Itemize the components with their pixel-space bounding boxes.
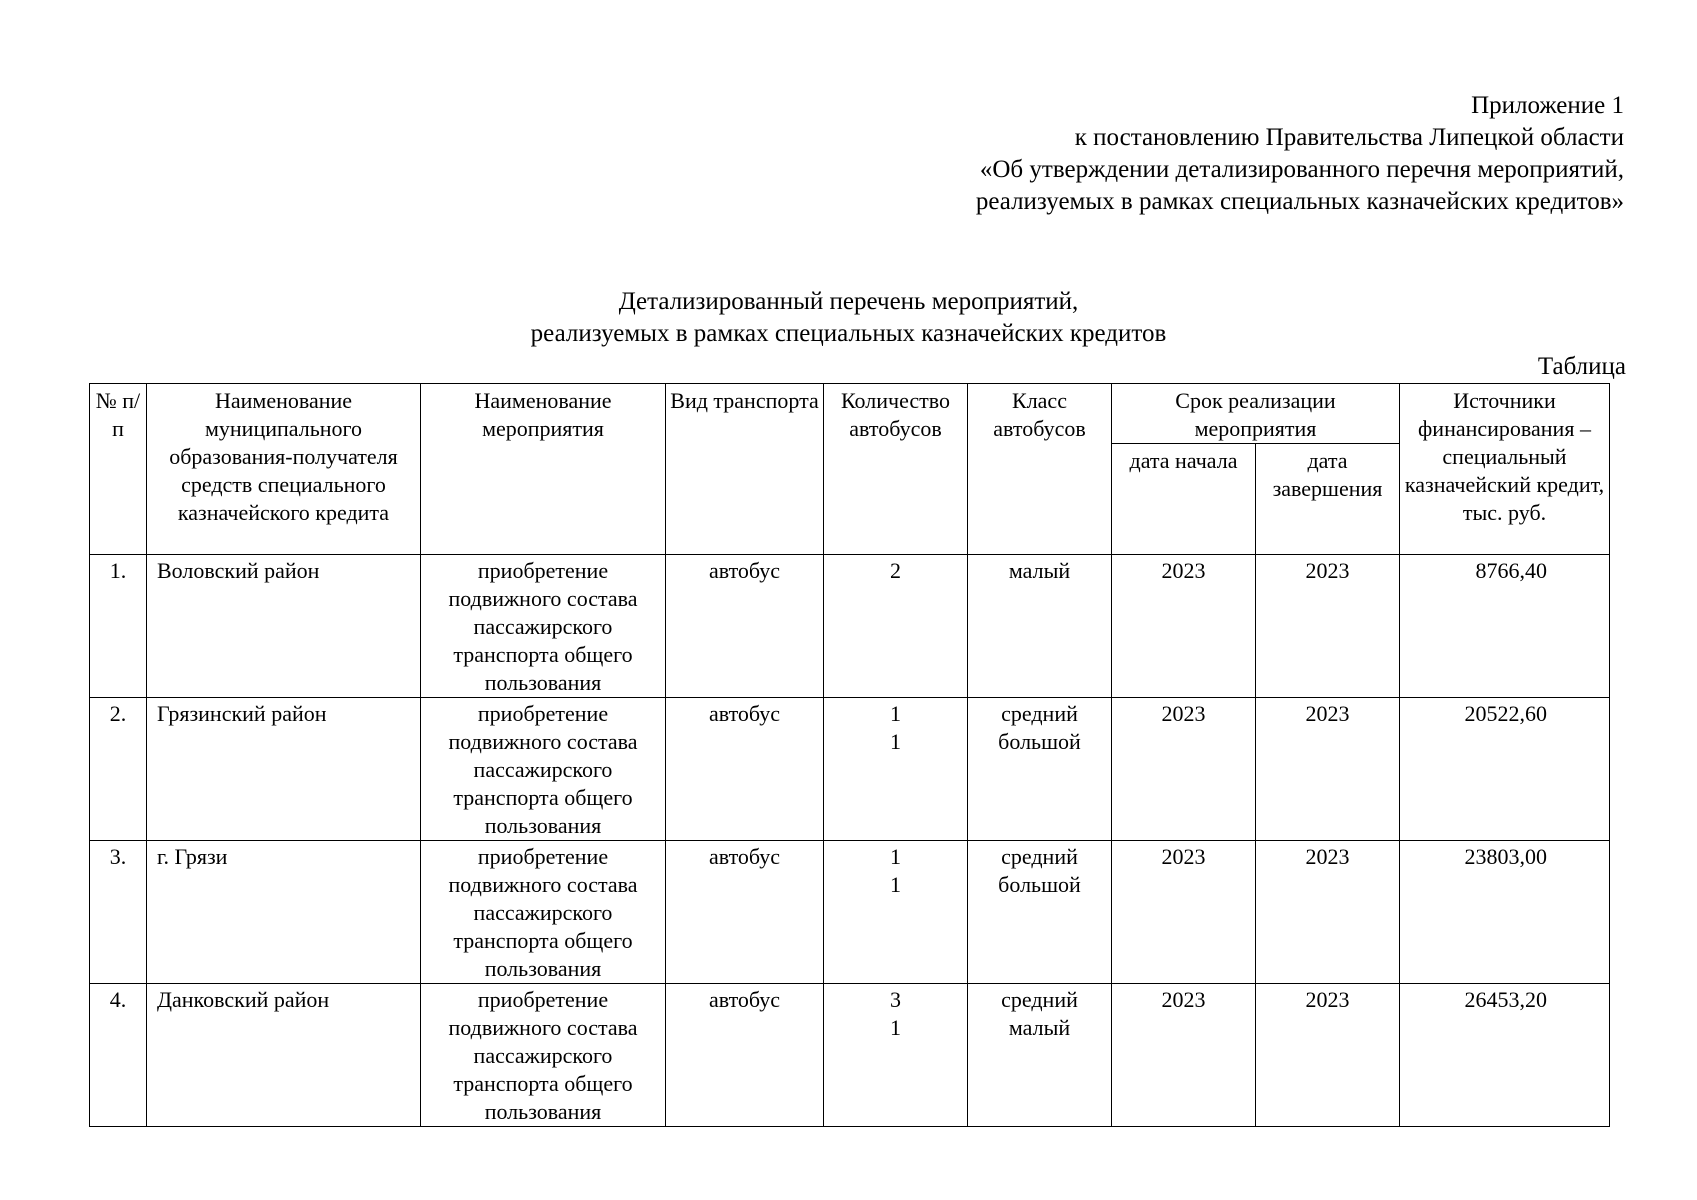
cell-end-date: 2023 xyxy=(1256,841,1400,984)
cell-transport: автобус xyxy=(666,698,824,841)
header-num: № п/п xyxy=(90,384,147,555)
cell-num: 1. xyxy=(90,555,147,698)
table-row xyxy=(90,698,1610,841)
appendix-header xyxy=(976,90,1624,218)
appendix-line-4: реализуемых в рамках специальных казначейских кредитов» xyxy=(975,188,1624,215)
cell-start-date: 2023 xyxy=(1112,698,1256,841)
document-title xyxy=(0,286,1697,350)
header-municipality: Наименование муниципального образования-получателя средств специального казначейского кредита xyxy=(147,384,421,555)
table-row xyxy=(90,555,1610,698)
header-end-date: дата завершения xyxy=(1256,444,1400,555)
header-transport: Вид транспорта xyxy=(666,384,824,555)
table-row xyxy=(90,984,1610,1127)
appendix-line-1: Приложение 1 xyxy=(1471,92,1624,119)
header-source: Источники финансирования – специальный казначейский кредит, тыс. руб. xyxy=(1400,384,1610,555)
cell-municipality: Воловский район xyxy=(147,555,421,698)
cell-start-date: 2023 xyxy=(1112,555,1256,698)
header-bus-count: Количество автобусов xyxy=(824,384,968,555)
cell-municipality: Данковский район xyxy=(147,984,421,1127)
document-title-line-2: реализуемых в рамках специальных казначейских кредитов xyxy=(530,320,1167,347)
cell-bus-count: 2 xyxy=(824,555,968,698)
cell-bus-class: средний большой xyxy=(968,698,1112,841)
cell-bus-class: средний большой xyxy=(968,841,1112,984)
cell-municipality: Грязинский район xyxy=(147,698,421,841)
cell-bus-count: 1 1 xyxy=(824,698,968,841)
header-bus-class: Класс автобусов xyxy=(968,384,1112,555)
cell-num: 2. xyxy=(90,698,147,841)
cell-amount: 8766,40 xyxy=(1400,555,1610,698)
cell-measure: приобретение подвижного состава пассажирского транспорта общего пользования xyxy=(421,555,666,698)
cell-amount: 23803,00 xyxy=(1400,841,1610,984)
appendix-line-2: к постановлению Правительства Липецкой области xyxy=(1074,124,1624,151)
cell-transport: автобус xyxy=(666,555,824,698)
header-start-date: дата начала xyxy=(1112,444,1256,555)
header-measure: Наименование мероприятия xyxy=(421,384,666,555)
cell-municipality: г. Грязи xyxy=(147,841,421,984)
cell-measure: приобретение подвижного состава пассажирского транспорта общего пользования xyxy=(421,841,666,984)
document-title-line-1: Детализированный перечень мероприятий, xyxy=(618,288,1079,315)
cell-amount: 20522,60 xyxy=(1400,698,1610,841)
cell-bus-class: малый xyxy=(968,555,1112,698)
cell-bus-class: средний малый xyxy=(968,984,1112,1127)
table-label: Таблица xyxy=(1537,353,1626,380)
cell-num: 4. xyxy=(90,984,147,1127)
cell-measure: приобретение подвижного состава пассажирского транспорта общего пользования xyxy=(421,984,666,1127)
cell-end-date: 2023 xyxy=(1256,698,1400,841)
cell-bus-count: 1 1 xyxy=(824,841,968,984)
cell-num: 3. xyxy=(90,841,147,984)
table-row xyxy=(90,841,1610,984)
cell-amount: 26453,20 xyxy=(1400,984,1610,1127)
cell-transport: автобус xyxy=(666,984,824,1127)
cell-measure: приобретение подвижного состава пассажирского транспорта общего пользования xyxy=(421,698,666,841)
cell-transport: автобус xyxy=(666,841,824,984)
cell-start-date: 2023 xyxy=(1112,984,1256,1127)
cell-end-date: 2023 xyxy=(1256,984,1400,1127)
measures-table xyxy=(89,383,1610,1127)
cell-end-date: 2023 xyxy=(1256,555,1400,698)
appendix-line-3: «Об утверждении детализированного перечня мероприятий, xyxy=(979,156,1624,183)
header-period: Срок реализации мероприятия xyxy=(1112,384,1400,444)
cell-start-date: 2023 xyxy=(1112,841,1256,984)
cell-bus-count: 3 1 xyxy=(824,984,968,1127)
